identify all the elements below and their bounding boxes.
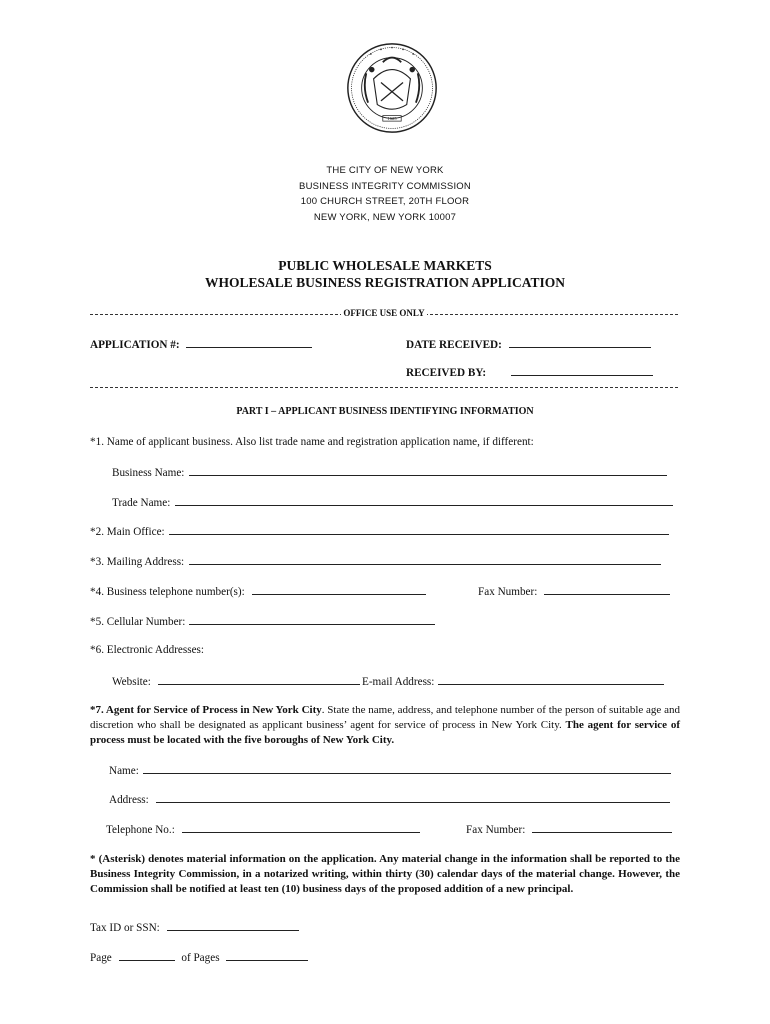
website-row [112,674,360,688]
received-by-field[interactable] [511,365,653,376]
email-label: E-mail Address: [362,676,435,688]
cellular-number-label: *5. Cellular Number: [90,616,186,628]
electronic-addresses-label: *6. Electronic Addresses: [90,644,205,656]
letterhead-line-4: NEW YORK, NEW YORK 10007 [313,212,457,223]
business-fax-row [478,584,670,598]
application-number-row [90,337,312,351]
email-field[interactable] [438,674,664,685]
cellular-number-row [90,614,435,628]
main-office-row [90,524,669,538]
agent-fax-field[interactable] [532,822,672,833]
email-row [362,674,664,688]
date-received-row [406,337,651,351]
trade-name-field[interactable] [175,495,673,506]
business-fax-field[interactable] [544,584,670,595]
question-7-paragraph [90,703,680,748]
trade-name-row [112,495,673,509]
agent-address-row [109,792,670,806]
received-by-label: RECEIVED BY: [406,367,487,379]
question-7-text: . State the name, address, and telephone number of the person of suitable age and discretion who shall be designated as applicant business’ agent for service of process in New York City. [90,704,680,731]
business-fax-label: Fax Number: [478,586,538,598]
question-7-requirement: The agent for service of process must be located with the five boroughs of New York City. [90,719,680,746]
business-name-row [112,465,667,479]
page-count-row [90,950,308,964]
of-pages-label: of Pages [181,952,220,964]
mailing-address-label: *3. Mailing Address: [90,556,185,568]
agent-fax-row [466,822,672,836]
agent-name-row [109,763,671,777]
agent-telephone-row [106,822,420,836]
tax-id-row [90,920,299,934]
page-label: Page [90,952,112,964]
agent-telephone-field[interactable] [182,822,420,833]
letterhead-line-3: 100 CHURCH STREET, 20TH FLOOR [300,196,470,207]
part1-heading: PART I – APPLICANT BUSINESS IDENTIFYING INFORMATION [236,406,534,417]
tax-id-field[interactable] [167,920,299,931]
date-received-label: DATE RECEIVED: [406,339,502,351]
office-use-banner: OFFICE USE ONLY [343,308,425,318]
main-office-field[interactable] [169,524,669,535]
letterhead-line-1: THE CITY OF NEW YORK [326,165,444,176]
seal-date-text: 1625 [387,116,397,122]
agent-name-field[interactable] [143,763,671,774]
business-telephone-row [90,584,426,598]
form-title-line-2: WHOLESALE BUSINESS REGISTRATION APPLICATION [205,275,565,290]
business-telephone-label: *4. Business telephone number(s): [90,586,245,598]
page-number-field[interactable] [119,950,175,961]
letterhead-line-2: BUSINESS INTEGRITY COMMISSION [299,181,471,192]
mailing-address-row [90,554,661,568]
question-1-text: *1. Name of applicant business. Also list trade name and registration application name, if different: [90,436,534,448]
trade-name-label: Trade Name: [112,497,171,509]
agent-fax-label: Fax Number: [466,824,526,836]
main-office-label: *2. Main Office: [90,526,165,538]
office-use-bottom-rule [90,387,678,388]
question-7-heading: *7. Agent for Service of Process in New York City [90,704,322,716]
website-label: Website: [112,676,151,688]
business-telephone-field[interactable] [252,584,426,595]
tax-id-label: Tax ID or SSN: [90,922,160,934]
mailing-address-field[interactable] [189,554,661,565]
business-name-label: Business Name: [112,467,185,479]
asterisk-note: * (Asterisk) denotes material information on the application. Any material change in the information shall be reported to the Business Integrity Commission, in a notarized writing, within thirty (30) calendar days of the material change. However, the Commission shall be notified at least ten (10) business days of the proposed addition of a new principal. [90,853,680,895]
application-number-field[interactable] [186,337,312,348]
business-name-field[interactable] [189,465,667,476]
agent-address-field[interactable] [156,792,670,803]
agent-address-label: Address: [109,794,149,806]
city-seal-icon [346,42,438,134]
form-title-line-1: PUBLIC WHOLESALE MARKETS [278,258,492,273]
total-pages-field[interactable] [226,950,308,961]
agent-telephone-label: Telephone No.: [106,824,175,836]
cellular-number-field[interactable] [189,614,435,625]
website-field[interactable] [158,674,360,685]
date-received-field[interactable] [509,337,651,348]
application-number-label: APPLICATION #: [90,339,180,351]
received-by-row [406,365,653,379]
agent-name-label: Name: [109,765,139,777]
